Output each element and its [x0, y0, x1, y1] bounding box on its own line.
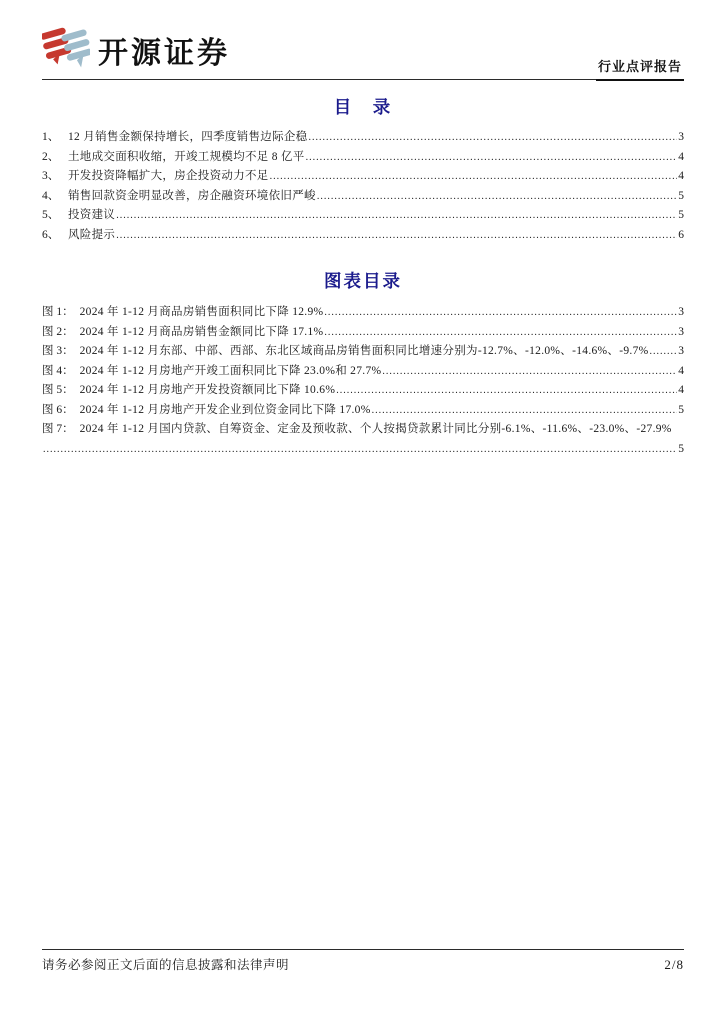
dot-leader [317, 187, 677, 207]
report-type-label: 行业点评报告 [596, 56, 684, 81]
toc-entry[interactable] [42, 187, 684, 207]
entry-number: 5、 [42, 209, 60, 221]
dot-leader [324, 303, 677, 323]
dot-leader [116, 206, 677, 226]
entry-number: 6、 [42, 228, 60, 241]
entry-page-number: 5 [678, 209, 684, 221]
entry-number: 图 6： [42, 403, 74, 416]
entry-page-number: 3 [678, 345, 684, 357]
figure-entry[interactable] [42, 323, 684, 343]
toc-title: 目 录 [333, 97, 393, 117]
page-number-indicator: 2/8 [664, 957, 684, 972]
entry-title: 2024 年 1-12 月房地产开竣工面积同比下降 23.0%和 27.7% [79, 364, 382, 377]
entry-title: 2024 年 1-12 月房地产开发投资额同比下降 10.6% [79, 384, 336, 396]
entry-page-number: 3 [678, 325, 684, 338]
entry-number: 2、 [42, 150, 60, 163]
entry-title: 12 月销售金额保持增长，四季度销售边际企稳 [68, 131, 308, 143]
kaiyuan-logo-icon [42, 24, 90, 75]
entry-number: 图 4： [42, 364, 74, 377]
toc-entry[interactable] [42, 206, 684, 226]
entry-number: 图 5： [42, 384, 74, 396]
entry-title: 土地成交面积收缩，开竣工规模均不足 8 亿平 [68, 150, 305, 163]
toc-list [42, 128, 684, 245]
toc-entry[interactable] [42, 167, 684, 187]
entry-title: 2024 年 1-12 月东部、中部、西部、东北区域商品房销售面积同比增速分别为-12.7%、-12.0%、-14.6%、-9.7% [79, 345, 649, 357]
figures-list [42, 303, 684, 459]
dot-leader [116, 226, 677, 246]
dot-leader [270, 167, 678, 187]
header [42, 24, 684, 80]
entry-title: 开发投资降幅扩大，房企投资动力不足 [68, 170, 269, 182]
figure-entry[interactable] [42, 381, 684, 401]
toc-entry[interactable] [42, 226, 684, 246]
figure-entry[interactable] [42, 362, 684, 382]
disclaimer-text: 请务必参阅正文后面的信息披露和法律声明 [42, 958, 290, 972]
entry-page-number: 5 [678, 403, 684, 416]
logo-text: 开源证券 [98, 36, 230, 70]
dot-leader [308, 128, 677, 148]
entry-page-number: 4 [678, 150, 684, 163]
dot-leader [336, 381, 677, 401]
figures-title: 图表目录 [324, 271, 402, 291]
toc-entry[interactable] [42, 148, 684, 168]
dot-leader [43, 440, 677, 460]
entry-title: 销售回款资金明显改善，房企融资环境依旧严峻 [68, 189, 316, 202]
entry-title: 投资建议 [68, 209, 116, 221]
dot-leader [382, 362, 677, 382]
entry-number: 图 3： [42, 345, 74, 357]
toc-entry[interactable] [42, 128, 684, 148]
entry-number: 4、 [42, 189, 60, 202]
entry-title: 2024 年 1-12 月商品房销售面积同比下降 12.9% [79, 306, 324, 318]
entry-page-number: 5 [678, 189, 684, 202]
entry-number: 图 7： [42, 423, 74, 435]
dot-leader [306, 148, 678, 168]
entry-title: 2024 年 1-12 月商品房销售金额同比下降 17.1% [79, 325, 324, 338]
entry-number: 图 2： [42, 325, 74, 338]
entry-page-number: 4 [678, 364, 684, 377]
figure-entry[interactable] [42, 342, 684, 362]
entry-number: 1、 [42, 131, 60, 143]
entry-number: 3、 [42, 170, 60, 182]
entry-page-number: 3 [678, 131, 684, 143]
footer [42, 949, 684, 973]
dot-leader [324, 323, 677, 343]
figure-entry[interactable] [42, 420, 684, 459]
entry-page-number: 4 [678, 170, 684, 182]
entry-page-number: 3 [678, 306, 684, 318]
brand-logo [42, 24, 230, 75]
entry-page-number: 6 [678, 228, 684, 241]
entry-page-number: 4 [678, 384, 684, 396]
entry-number: 图 1： [42, 306, 74, 318]
entry-title: 2024 年 1-12 月房地产开发企业到位资金同比下降 17.0% [79, 403, 371, 416]
entry-page-number: 5 [678, 442, 684, 455]
dot-leader [372, 401, 678, 421]
dot-leader [650, 342, 678, 362]
entry-title: 2024 年 1-12 月国内贷款、自筹资金、定金及预收款、个人按揭贷款累计同比分别-6.1%、-11.6%、-23.0%、-27.9% [79, 423, 672, 435]
figure-entry[interactable] [42, 303, 684, 323]
figure-entry[interactable] [42, 401, 684, 421]
entry-title: 风险提示 [68, 228, 116, 241]
